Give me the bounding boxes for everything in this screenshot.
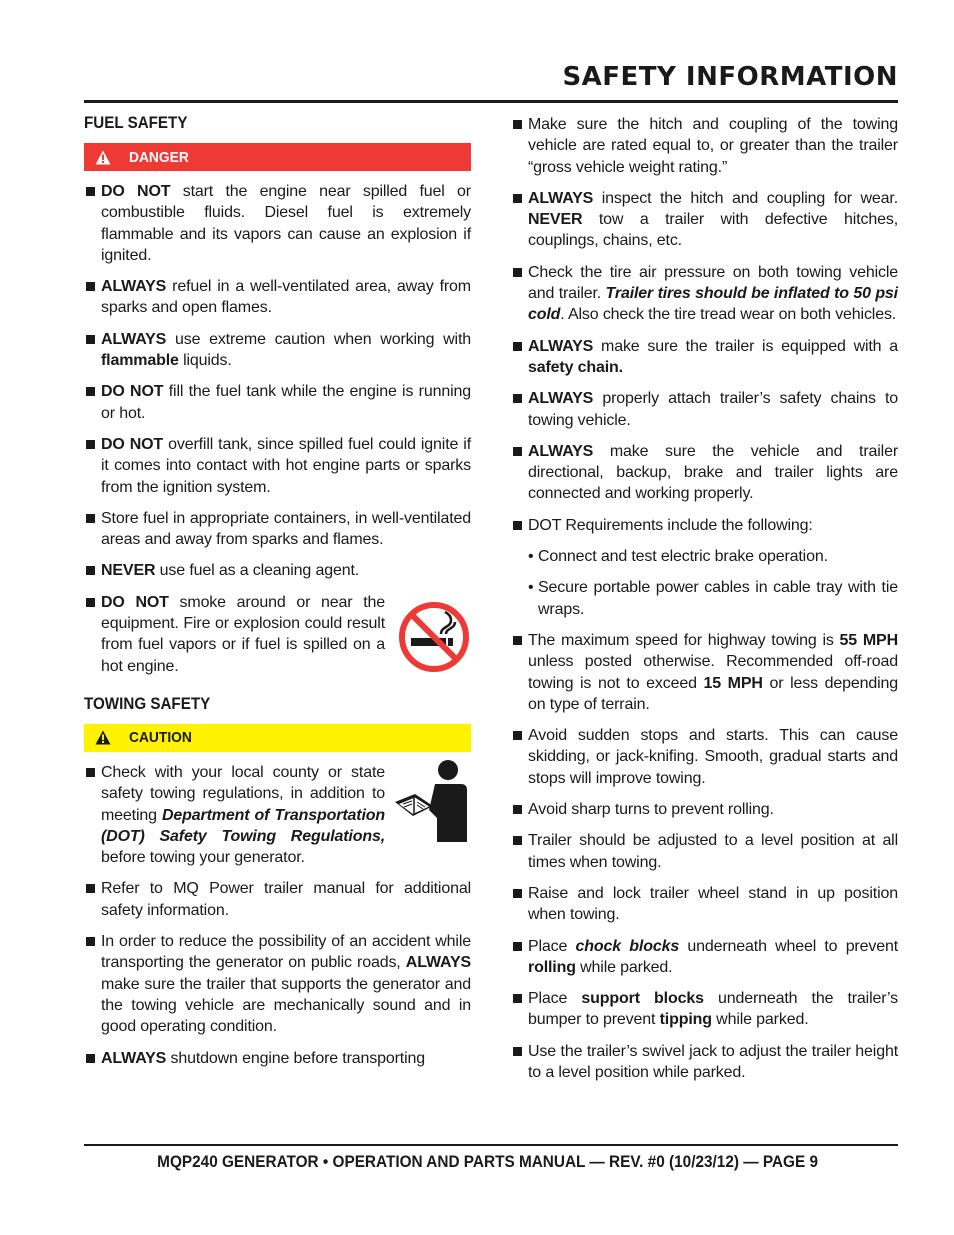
- bullet-square-icon: [86, 440, 95, 449]
- bullet-square-icon: [513, 889, 522, 898]
- bullet-dot-icon: •: [528, 579, 534, 597]
- bullet-square-icon: [86, 282, 95, 291]
- list-item: ALWAYS refuel in a well-ventilated area, away from sparks and open flames.: [84, 276, 471, 319]
- fuel-safety-list: [84, 181, 471, 582]
- emphasis-text: NEVER: [528, 211, 583, 229]
- bullet-square-icon: [513, 342, 522, 351]
- list-item: Store fuel in appropriate containers, in well-ventilated areas and away from sparks and flames.: [84, 508, 471, 551]
- emphasis-text: chock blocks: [575, 937, 680, 955]
- bullet-square-icon: [86, 937, 95, 946]
- dot-requirements-list: [511, 546, 898, 620]
- emphasis-text: rolling: [528, 958, 576, 976]
- fuel-safety-heading: FUEL SAFETY: [84, 114, 188, 132]
- emphasis-text: DO NOT: [101, 383, 164, 401]
- bullet-square-icon: [513, 994, 522, 1003]
- warning-triangle-icon: [95, 150, 111, 165]
- bullet-square-icon: [86, 335, 95, 344]
- caution-banner: [84, 724, 471, 752]
- list-item: In order to reduce the possibility of an accident while transporting the generator on public roads, ALWAYS make sure the trailer that supports the generator and the towing vehicle are mechanically sound and in good operating condition.: [84, 931, 471, 1037]
- list-item: ALWAYS shutdown engine before transporting: [84, 1048, 471, 1069]
- bullet-square-icon: [513, 636, 522, 645]
- towing-safety-list: [84, 878, 471, 1068]
- bullet-square-icon: [513, 194, 522, 203]
- title-rule: [84, 100, 898, 103]
- bullet-square-icon: [86, 768, 95, 777]
- emphasis-text: ALWAYS: [528, 337, 594, 355]
- emphasis-text: ALWAYS: [528, 390, 594, 408]
- emphasis-text: ALWAYS: [405, 954, 471, 972]
- list-item: Place support blocks underneath the trailer’s bumper to prevent tipping while parked.: [511, 988, 898, 1031]
- read-manual-icon: [391, 758, 471, 849]
- left-column: [84, 114, 471, 1079]
- list-item: Check with your local county or state safety towing regulations, in addition to meeting Department of Transportation (DOT) Safety Towing Regulations, before towing your generator.: [84, 762, 385, 868]
- emphasis-text: DO NOT: [101, 183, 171, 200]
- bullet-square-icon: [513, 731, 522, 740]
- list-item: Make sure the hitch and coupling of the towing vehicle are rated equal to, or greater than the trailer “gross vehicle weight rating.”: [511, 114, 898, 178]
- list-item: DO NOT start the engine near spilled fuel or combustible fluids. Diesel fuel is extremely flammable and its vapors can cause an explosion if ignited.: [84, 181, 471, 266]
- caution-label: CAUTION: [129, 729, 192, 747]
- emphasis-text: ALWAYS: [528, 442, 594, 460]
- bullet-square-icon: [513, 268, 522, 277]
- list-item: ALWAYS use extreme caution when working with flammable liquids.: [84, 329, 471, 372]
- page-title: SAFETY INFORMATION: [562, 62, 898, 92]
- emphasis-text: safety chain.: [528, 358, 623, 376]
- page-footer: MQP240 GENERATOR • OPERATION AND PARTS MANUAL — REV. #0 (10/23/12) — PAGE 9: [157, 1153, 818, 1171]
- emphasis-text: DO NOT: [101, 435, 164, 453]
- bullet-square-icon: [86, 514, 95, 523]
- list-item: DO NOT smoke around or near the equipment. Fire or explosion could result from fuel vapors or if fuel is spilled on a hot engine.: [84, 592, 385, 677]
- emphasis-text: tipping: [659, 1011, 712, 1029]
- list-item: ALWAYS inspect the hitch and coupling for wear. NEVER tow a trailer with defective hitches, couplings, chains, etc.: [511, 188, 898, 252]
- emphasis-text: support blocks: [581, 990, 704, 1008]
- list-item: Avoid sudden stops and starts. This can cause skidding, or jack-knifing. Smooth, gradual starts and stops will improve towing.: [511, 725, 898, 789]
- emphasis-text: 15 MPH: [703, 674, 763, 692]
- sub-list-item: • Secure portable power cables in cable tray with tie wraps.: [528, 579, 898, 618]
- list-item: Use the trailer’s swivel jack to adjust the trailer height to a level position while parked.: [511, 1041, 898, 1084]
- bullet-square-icon: [86, 884, 95, 893]
- list-item: Place chock blocks underneath wheel to prevent rolling while parked.: [511, 936, 898, 979]
- sub-list-item: • Connect and test electric brake operation.: [511, 546, 898, 567]
- list-item: DO NOT fill the fuel tank while the engine is running or hot.: [84, 381, 471, 424]
- emphasis-text: ALWAYS: [101, 278, 167, 296]
- list-item: Avoid sharp turns to prevent rolling.: [511, 799, 898, 820]
- bullet-square-icon: [513, 521, 522, 530]
- warning-triangle-icon: [95, 730, 111, 745]
- emphasis-text: ALWAYS: [101, 1049, 167, 1067]
- emphasis-text: ALWAYS: [101, 330, 167, 348]
- towing-list-b: [511, 630, 898, 1083]
- list-item: NEVER use fuel as a cleaning agent.: [84, 560, 471, 581]
- bullet-square-icon: [513, 1047, 522, 1056]
- emphasis-text: Trailer tires should be inflated to 50 psi cold: [528, 285, 898, 324]
- emphasis-text: NEVER: [101, 562, 156, 580]
- bullet-square-icon: [86, 187, 95, 196]
- danger-label: DANGER: [129, 148, 189, 166]
- bullet-dot-icon: •: [528, 548, 534, 566]
- bullet-square-icon: [513, 447, 522, 456]
- danger-banner: [84, 143, 471, 171]
- list-item: Refer to MQ Power trailer manual for additional safety information.: [84, 878, 471, 921]
- bullet-square-icon: [86, 1054, 95, 1063]
- emphasis-text: ALWAYS: [528, 189, 594, 207]
- list-item: Check the tire air pressure on both towing vehicle and trailer. Trailer tires should be inflated to 50 psi cold. Also check the tire tread wear on both vehicles.: [511, 262, 898, 326]
- bullet-square-icon: [513, 942, 522, 951]
- list-item: Raise and lock trailer wheel stand in up position when towing.: [511, 883, 898, 926]
- bullet-square-icon: [513, 394, 522, 403]
- bullet-square-icon: [86, 598, 95, 607]
- emphasis-text: Department of Transportation (DOT) Safety Towing Regulations,: [101, 806, 385, 845]
- emphasis-text: DO NOT: [101, 593, 169, 611]
- bullet-square-icon: [86, 387, 95, 396]
- emphasis-text: 55 MPH: [839, 631, 898, 649]
- footer-rule: [84, 1144, 898, 1146]
- list-item: Trailer should be adjusted to a level position at all times when towing.: [511, 830, 898, 873]
- list-item: DOT Requirements include the following:: [511, 515, 898, 536]
- list-item: ALWAYS make sure the vehicle and trailer directional, backup, brake and trailer lights are connected and working properly.: [511, 441, 898, 505]
- list-item: ALWAYS properly attach trailer’s safety chains to towing vehicle.: [511, 388, 898, 431]
- list-item: ALWAYS make sure the trailer is equipped with a safety chain.: [511, 336, 898, 379]
- bullet-square-icon: [513, 836, 522, 845]
- no-smoking-icon: [397, 600, 471, 679]
- bullet-square-icon: [86, 566, 95, 575]
- read-manual-block: [84, 762, 471, 868]
- towing-safety-heading: TOWING SAFETY: [84, 694, 211, 713]
- bullet-square-icon: [513, 805, 522, 814]
- bullet-square-icon: [513, 120, 522, 129]
- list-item: DO NOT overfill tank, since spilled fuel could ignite if it comes into contact with hot engine parts or sparks from the ignition system.: [84, 434, 471, 498]
- towing-list-a: [511, 114, 898, 536]
- list-item: The maximum speed for highway towing is 55 MPH unless posted otherwise. Recommended off-road towing is not to exceed 15 MPH or less depending on type of terrain.: [511, 630, 898, 715]
- emphasis-text: flammable: [101, 352, 179, 370]
- no-smoking-block: [84, 592, 471, 677]
- right-column: [511, 114, 898, 1093]
